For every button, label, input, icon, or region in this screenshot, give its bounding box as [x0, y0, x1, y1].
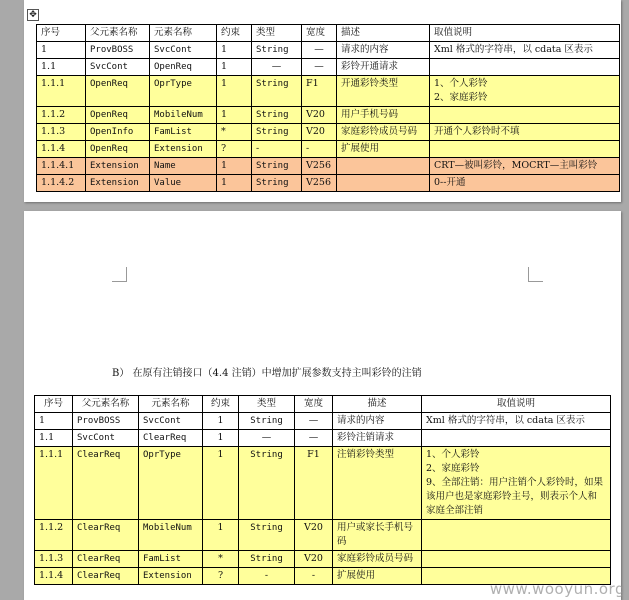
- table-row: [37, 124, 620, 141]
- crop-mark: [112, 267, 127, 282]
- cell-constraint: ?: [217, 141, 252, 158]
- cell-width: F1: [302, 76, 337, 107]
- header-cell: 序号: [37, 25, 86, 42]
- cell-index: 1.1.2: [35, 520, 73, 551]
- cell-index: 1: [35, 413, 73, 430]
- table-header-row: [37, 25, 620, 42]
- cell-element: Name: [150, 158, 217, 175]
- cell-type: String: [239, 551, 295, 568]
- cell-parent: ClearReq: [73, 551, 139, 568]
- cell-parent: ClearReq: [73, 447, 139, 520]
- table-row: [35, 520, 611, 551]
- cell-constraint: 1: [217, 76, 252, 107]
- cell-value: 0--开通: [430, 175, 620, 192]
- cell-index: 1.1: [35, 430, 73, 447]
- cell-constraint: 1: [217, 42, 252, 59]
- request-fields-table: [36, 24, 620, 192]
- cell-constraint: *: [203, 551, 239, 568]
- cell-desc: 彩铃注销请求: [333, 430, 422, 447]
- header-cell: 约束: [203, 396, 239, 413]
- cell-type: -: [239, 568, 295, 585]
- header-cell: 描述: [337, 25, 430, 42]
- cell-width: V256: [302, 175, 337, 192]
- table-row: [37, 141, 620, 158]
- header-cell: 取值说明: [430, 25, 620, 42]
- cell-parent: ProvBOSS: [73, 413, 139, 430]
- table-row: [37, 107, 620, 124]
- cell-width: V20: [295, 551, 333, 568]
- cell-value: [422, 430, 611, 447]
- cell-index: 1.1.4.2: [37, 175, 86, 192]
- cell-index: 1.1.3: [37, 124, 86, 141]
- cell-index: 1.1.4: [37, 141, 86, 158]
- cell-type: String: [252, 76, 302, 107]
- cell-type: String: [252, 175, 302, 192]
- cell-desc: [337, 158, 430, 175]
- cell-value: Xml 格式的字符串，以 cdata 区表示: [422, 413, 611, 430]
- cell-index: 1.1.2: [37, 107, 86, 124]
- table-row: [37, 42, 620, 59]
- cell-value: [430, 59, 620, 76]
- table-row: [37, 59, 620, 76]
- cell-index: 1.1.3: [35, 551, 73, 568]
- table-row: [37, 76, 620, 107]
- cell-parent: OpenReq: [86, 76, 150, 107]
- cell-width: —: [295, 430, 333, 447]
- cell-type: String: [239, 413, 295, 430]
- cell-element: Extension: [139, 568, 203, 585]
- cell-desc: 家庭彩铃成员号码: [337, 124, 430, 141]
- cell-value: 1、个人彩铃 2、家庭彩铃 9、全部注销：用户注销个人彩铃时，如果该用户也是家庭彩铃主号，则表示个人和家庭全部注销: [422, 447, 611, 520]
- cell-type: String: [239, 520, 295, 551]
- cell-constraint: 1: [217, 158, 252, 175]
- cell-type: String: [239, 447, 295, 520]
- header-cell: 序号: [35, 396, 73, 413]
- header-cell: 父元素名称: [86, 25, 150, 42]
- cell-width: -: [295, 568, 333, 585]
- cell-parent: ClearReq: [73, 520, 139, 551]
- cell-type: —: [239, 430, 295, 447]
- cell-desc: 开通彩铃类型: [337, 76, 430, 107]
- cell-value: [422, 520, 611, 551]
- cell-value: CRT—被叫彩铃，MOCRT—主叫彩铃: [430, 158, 620, 175]
- header-cell: 约束: [217, 25, 252, 42]
- cell-element: OpenReq: [150, 59, 217, 76]
- cell-parent: Extension: [86, 175, 150, 192]
- cell-type: String: [252, 158, 302, 175]
- cell-desc: 用户手机号码: [337, 107, 430, 124]
- cell-desc: [337, 175, 430, 192]
- cell-element: ClearReq: [139, 430, 203, 447]
- cell-desc: 家庭彩铃成员号码: [333, 551, 422, 568]
- cell-parent: ClearReq: [73, 568, 139, 585]
- cell-width: -: [302, 141, 337, 158]
- cell-value: 开通个人彩铃时不填: [430, 124, 620, 141]
- cell-type: —: [252, 59, 302, 76]
- header-cell: 宽度: [302, 25, 337, 42]
- cell-constraint: 1: [203, 447, 239, 520]
- cell-element: SvcCont: [139, 413, 203, 430]
- cell-constraint: 1: [217, 59, 252, 76]
- cell-width: —: [295, 413, 333, 430]
- header-cell: 取值说明: [422, 396, 611, 413]
- cell-parent: ProvBOSS: [86, 42, 150, 59]
- header-cell: 元素名称: [139, 396, 203, 413]
- cell-index: 1: [37, 42, 86, 59]
- cell-element: OprType: [139, 447, 203, 520]
- document-page-2: [24, 211, 621, 600]
- cell-type: -: [252, 141, 302, 158]
- cell-value: 1、个人彩铃 2、家庭彩铃: [430, 76, 620, 107]
- header-cell: 宽度: [295, 396, 333, 413]
- cell-desc: 彩铃开通请求: [337, 59, 430, 76]
- cell-constraint: ?: [203, 568, 239, 585]
- clear-request-fields-table: [34, 395, 611, 585]
- cell-desc: 扩展使用: [337, 141, 430, 158]
- table-header-row: [35, 396, 611, 413]
- cell-constraint: 1: [217, 107, 252, 124]
- cell-element: Value: [150, 175, 217, 192]
- cell-width: V20: [295, 520, 333, 551]
- cell-desc: 用户或家长手机号码: [333, 520, 422, 551]
- cell-desc: 请求的内容: [337, 42, 430, 59]
- crop-mark: [528, 267, 543, 282]
- cell-element: OprType: [150, 76, 217, 107]
- cell-constraint: 1: [203, 430, 239, 447]
- header-cell: 元素名称: [150, 25, 217, 42]
- cell-constraint: 1: [203, 520, 239, 551]
- watermark: www.wooyun.org: [489, 580, 625, 598]
- table-row: [37, 158, 620, 175]
- cell-element: FamList: [139, 551, 203, 568]
- section-heading: B） 在原有注销接口（4.4 注销）中增加扩展参数支持主叫彩铃的注销: [112, 368, 422, 379]
- cell-constraint: *: [217, 124, 252, 141]
- cell-element: MobileNum: [139, 520, 203, 551]
- cell-type: String: [252, 42, 302, 59]
- cell-parent: OpenReq: [86, 107, 150, 124]
- cell-parent: OpenInfo: [86, 124, 150, 141]
- cell-value: Xml 格式的字符串，以 cdata 区表示: [430, 42, 620, 59]
- cell-constraint: 1: [203, 413, 239, 430]
- cell-desc: 扩展使用: [333, 568, 422, 585]
- cell-width: —: [302, 59, 337, 76]
- cell-width: V20: [302, 107, 337, 124]
- cell-desc: 注销彩铃类型: [333, 447, 422, 520]
- cell-parent: OpenReq: [86, 141, 150, 158]
- cell-element: SvcCont: [150, 42, 217, 59]
- cell-index: 1.1.1: [35, 447, 73, 520]
- table-row: [35, 551, 611, 568]
- cell-parent: SvcCont: [86, 59, 150, 76]
- cell-value: [430, 141, 620, 158]
- cell-width: V256: [302, 158, 337, 175]
- table-move-handle-icon[interactable]: ✥: [27, 9, 39, 21]
- cell-type: String: [252, 107, 302, 124]
- cell-type: String: [252, 124, 302, 141]
- cell-width: F1: [295, 447, 333, 520]
- table-row: [37, 175, 620, 192]
- header-cell: 类型: [252, 25, 302, 42]
- document-page-1: [24, 0, 621, 202]
- cell-desc: 请求的内容: [333, 413, 422, 430]
- table-row: [35, 413, 611, 430]
- cell-index: 1.1: [37, 59, 86, 76]
- table-row: [35, 430, 611, 447]
- cell-width: V20: [302, 124, 337, 141]
- header-cell: 类型: [239, 396, 295, 413]
- cell-value: [430, 107, 620, 124]
- cell-parent: SvcCont: [73, 430, 139, 447]
- cell-parent: Extension: [86, 158, 150, 175]
- cell-element: Extension: [150, 141, 217, 158]
- header-cell: 父元素名称: [73, 396, 139, 413]
- cell-index: 1.1.1: [37, 76, 86, 107]
- cell-index: 1.1.4: [35, 568, 73, 585]
- cell-constraint: 1: [217, 175, 252, 192]
- cell-element: MobileNum: [150, 107, 217, 124]
- table-row: [35, 447, 611, 520]
- cell-element: FamList: [150, 124, 217, 141]
- cell-width: —: [302, 42, 337, 59]
- header-cell: 描述: [333, 396, 422, 413]
- cell-index: 1.1.4.1: [37, 158, 86, 175]
- cell-value: [422, 551, 611, 568]
